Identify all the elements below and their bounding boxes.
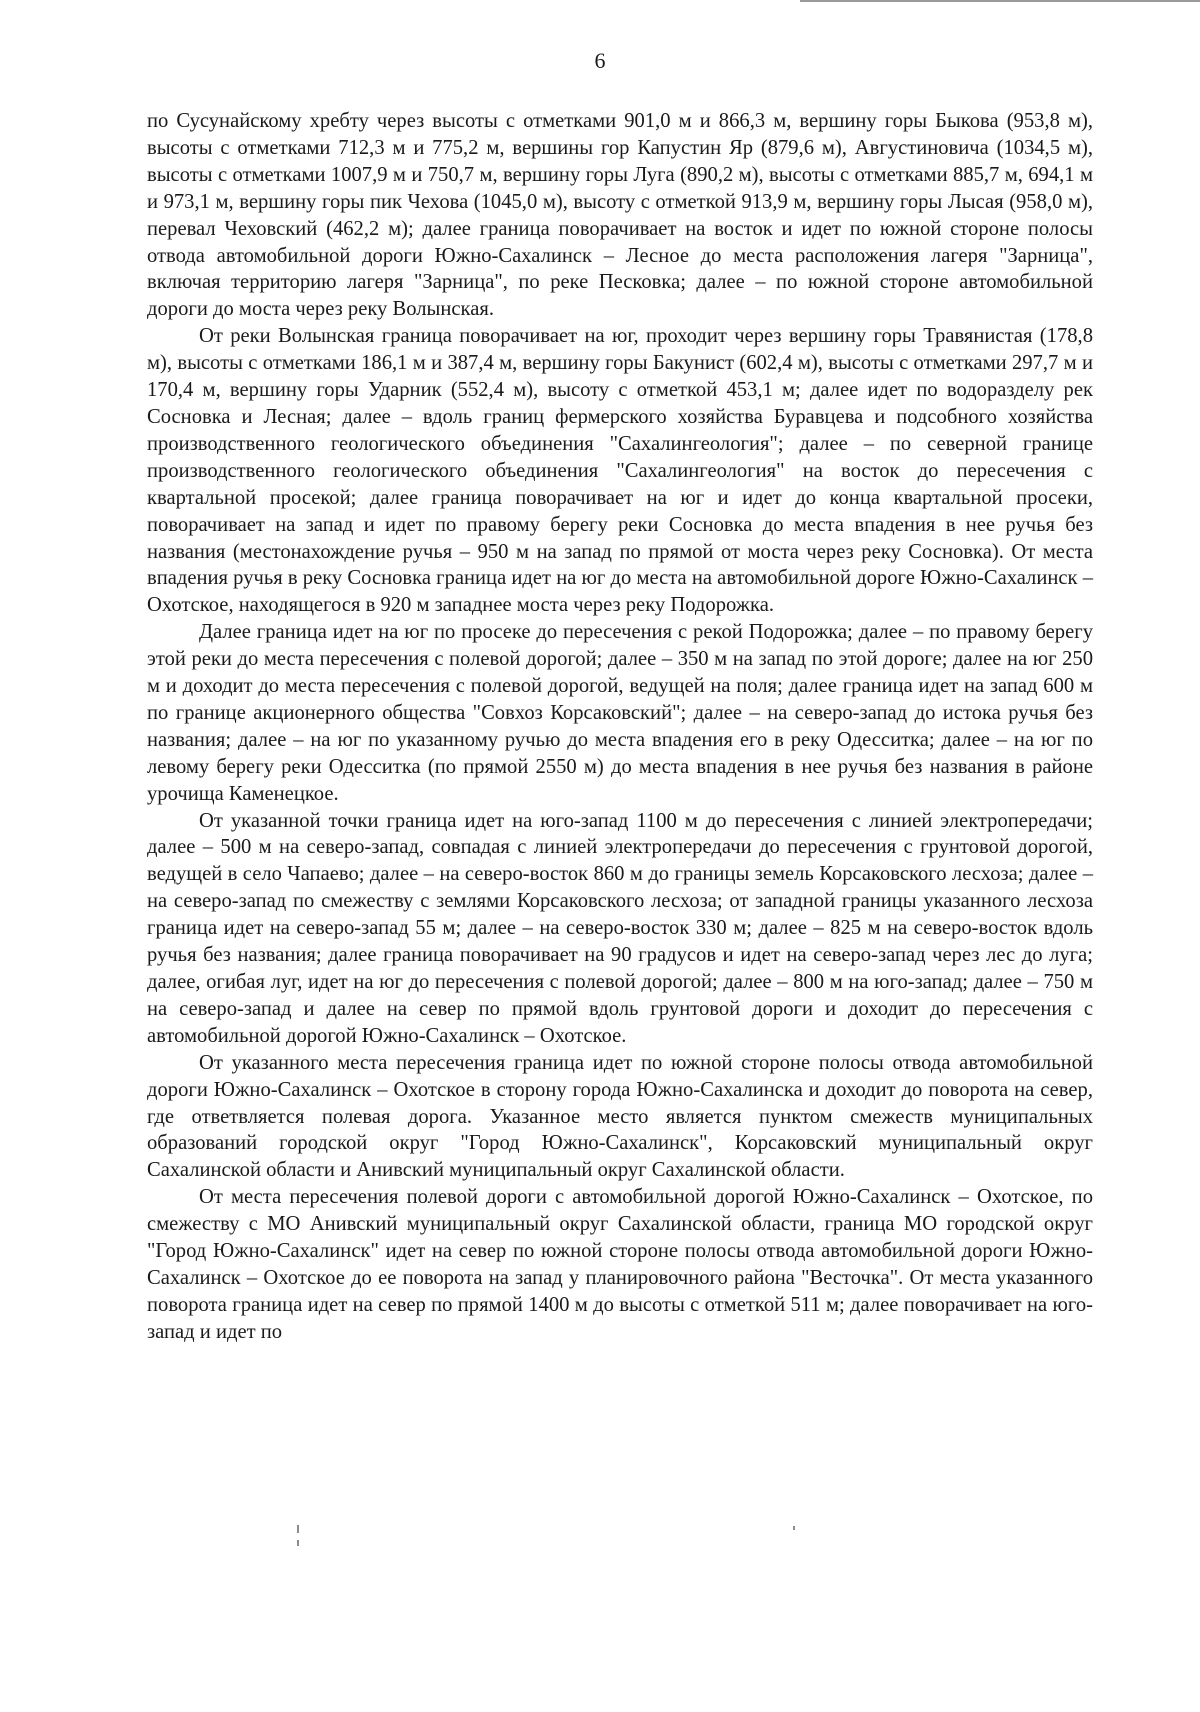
page-number: 6 [594,48,606,73]
paragraph-5: От указанного места пересечения граница идет по южной стороне полосы отвода автомобильной дороги Южно-Сахалинск – Охотское в сторону города Южно-Сахалинска и доходит до поворота на север, где ответвляется полевая дорога. Указанное место является пунктом смежеств муниципальных образований городской округ "Город Южно-Сахалинск", Корсаковский муниципальный округ Сахалинской области и Анивский муниципальный округ Сахалинской области. [147,1051,1093,1182]
paragraph-6: От места пересечения полевой дороги с автомобильной дорогой Южно-Сахалинск – Охотское, по смежеству с МО Анивский муниципальный округ Сахалинской области, граница МО городской округ "Город Южно-Сахалинск" идет на север по южной стороне полосы отвода автомобильной дороги Южно-Сахалинск – Охотское до ее поворота на запад у планировочного района "Весточка". От места указанного поворота граница идет на север по прямой 1400 м до высоты с отметкой 511 м; далее поворачивает на юго-запад и идет по [147,1186,1093,1343]
paragraph-2: От реки Волынская граница поворачивает на юг, проходит через вершину горы Травянистая (178,8 м), высоты с отметками 186,1 м и 387,4 м, вершину горы Бакунист (602,4 м), высоты с отметками 297,7 м и 170,4 м, вершину горы Ударник (552,4 м), высоту с отметкой 453,1 м; далее идет по водоразделу рек Сосновка и Лесная; далее – вдоль границ фермерского хозяйства Буравцева и подсобного хозяйства производственного геологического объединения "Сахалингеология"; далее – по северной границе производственного геологического объединения "Сахалингеология" на восток до пересечения с квартальной просекой; далее граница поворачивает на юг и идет до конца квартальной просеки, поворачивает на запад и идет по правому берегу реки Сосновка до места впадения в нее ручья без названия (местонахождение ручья – 950 м на запад по прямой от моста через реку Сосновка). От места впадения ручья в реку Сосновка граница идет на юг до места на автомобильной дороге Южно-Сахалинск – Охотское, находящегося в 920 м западнее моста через реку Подорожка. [147,325,1093,617]
paragraph-4: От указанной точки граница идет на юго-запад 1100 м до пересечения с линией электропередачи; далее – 500 м на северо-запад, совпадая с линией электропередачи до пересечения с грунтовой дорогой, ведущей в село Чапаево; далее – на северо-восток 860 м до границы земель Корсаковского лесхоза; далее – на северо-запад по смежеству с землями Корсаковского лесхоза; от западной границы указанного лесхоза граница идет на северо-запад 55 м; далее – на северо-восток 330 м; далее – 825 м на северо-восток вдоль ручья без названия; далее граница поворачивает на 90 градусов и идет на северо-запад через лес до луга; далее, огибая луг, идет на юг до пересечения с полевой дорогой; далее – 800 м на юго-запад; далее – 750 м на северо-запад и далее на север по прямой вдоль грунтовой дороги и доходит до пересечения с автомобильной дорогой Южно-Сахалинск – Охотское. [147,809,1093,1047]
paragraph-3: Далее граница идет на юг по просеке до пересечения с рекой Подорожка; далее – по правому берегу этой реки до места пересечения с полевой дорогой; далее – 350 м на запад по этой дороге; далее на юг 250 м и доходит до места пересечения с полевой дорогой, ведущей на поля; далее граница идет на запад 600 м по границе акционерного общества "Совхоз Корсаковский"; далее – на северо-запад до истока ручья без названия; далее – на юг по указанному ручью до места впадения его в реку Одесситка; далее – на юг по левому берегу реки Одесситка (по прямой 2550 м) до места впадения в нее ручья без названия в районе урочища Каменецкое. [147,621,1093,805]
document-body [147,108,1093,1346]
scan-speck [793,1526,795,1530]
paragraph-1: по Сусунайскому хребту через высоты с отметками 901,0 м и 866,3 м, вершину горы Быкова (953,8 м), высоты с отметками 712,3 м и 775,2 м, вершины гор Капустин Яр (879,6 м), Августиновича (1034,5 м), высоты с отметками 1007,9 м и 750,7 м, вершину горы Луга (890,2 м), высоты с отметками 885,7 м, 694,1 м и 973,1 м, вершину горы пик Чехова (1045,0 м), высоту с отметкой 913,9 м, вершину горы Лысая (958,0 м), перевал Чеховский (462,2 м); далее граница поворачивает на восток и идет по южной стороне полосы отвода автомобильной дороги Южно-Сахалинск – Лесное до места расположения лагеря "Зарница", включая территорию лагеря "Зарница", по реке Песковка; далее – по южной стороне автомобильной дороги до моста через реку Волынская. [147,110,1093,321]
scan-speck [297,1540,299,1546]
scan-speck [297,1525,299,1533]
top-edge-rule [800,0,1200,2]
